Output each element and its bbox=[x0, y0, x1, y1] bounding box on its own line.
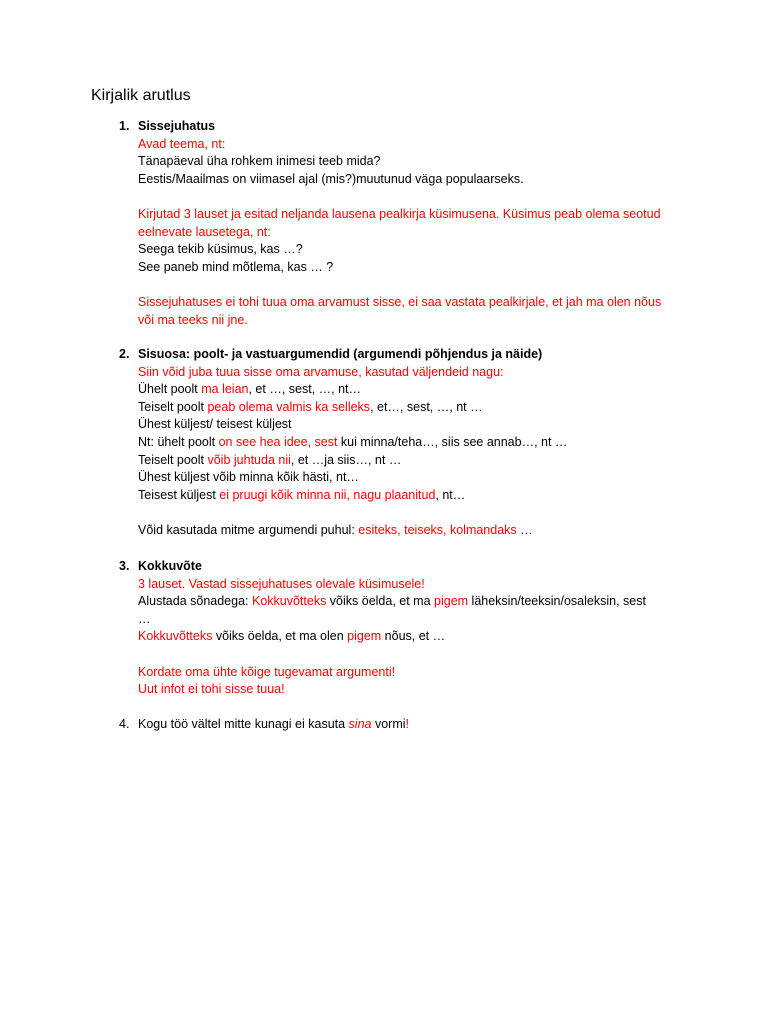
instruction-text: 3 lauset. Vastad sissejuhatuses olevale küsimusele! bbox=[138, 576, 425, 591]
rule-line: Kogu töö vältel mitte kunagi ei kasuta sina vormi! bbox=[138, 717, 409, 731]
section-heading: Kokkuvõte bbox=[138, 559, 202, 573]
phrase-line: Teiselt poolt peab olema valmis ka selleks, et…, sest, …, nt … bbox=[138, 399, 483, 414]
phrase-line: Ühest küljest/ teisest küljest bbox=[138, 417, 292, 432]
phrase-line: Teisest küljest ei pruugi kõik minna nii, nagu plaanitud, nt… bbox=[138, 487, 466, 502]
instruction-text: Kordate oma ühte kõige tugevamat argumenti! bbox=[138, 664, 396, 679]
example-line: See paneb mind mõtlema, kas … ? bbox=[138, 259, 334, 274]
section-number: 2. bbox=[119, 347, 130, 361]
section-number: 3. bbox=[119, 559, 130, 573]
phrase-line: Nt: ühelt poolt on see hea idee, sest kui minna/teha…, siis see annab…, nt … bbox=[138, 434, 568, 449]
instruction-paragraph: Kirjutad 3 lauset ja esitad neljanda lausena pealkirja küsimusena. Küsimus peab olema seotud eelnevate lausetega, nt: bbox=[138, 206, 661, 239]
phrase-line: Võid kasutada mitme argumendi puhul: esiteks, teiseks, kolmandaks … bbox=[138, 522, 533, 537]
phrase-line: Kokkuvõtteks võiks öelda, et ma olen pigem nõus, et … bbox=[138, 629, 446, 644]
section-body bbox=[138, 346, 678, 540]
phrase-line: Teiselt poolt võib juhtuda nii, et …ja siis…, nt … bbox=[138, 452, 402, 467]
example-line: Tänapäeval üha rohkem inimesi teeb mida? bbox=[138, 154, 381, 169]
instruction-text: Siin võid juba tuua sisse oma arvamuse, kasutad väljendeid nagu: bbox=[138, 364, 504, 379]
section-body bbox=[138, 558, 678, 699]
section-number: 4. bbox=[119, 717, 130, 731]
instruction-text: Avad teema, nt: bbox=[138, 136, 226, 151]
instruction-text: Uut infot ei tohi sisse tuua! bbox=[138, 682, 285, 697]
section-heading: Sissejuhatus bbox=[138, 119, 216, 133]
section-body bbox=[138, 118, 678, 329]
phrase-line-continuation: … bbox=[138, 611, 151, 626]
section-heading: Sisuosa: poolt- ja vastuargumendid (argumendi põhjendus ja näide) bbox=[138, 347, 543, 361]
phrase-line: Ühelt poolt ma leian, et …, sest, …, nt… bbox=[138, 382, 362, 397]
section-body bbox=[138, 716, 678, 734]
document-title: Kirjalik arutlus bbox=[91, 87, 191, 104]
phrase-line: Ühest küljest võib minna kõik hästi, nt… bbox=[138, 470, 359, 485]
instruction-paragraph: Sissejuhatuses ei tohi tuua oma arvamust sisse, ei saa vastata pealkirjale, et jah ma olen nõus või ma teeks nii jne. bbox=[138, 294, 662, 327]
example-line: Eestis/Maailmas on viimasel ajal (mis?)muutunud väga populaarseks. bbox=[138, 171, 524, 186]
phrase-line: Alustada sõnadega: Kokkuvõtteks võiks öelda, et ma pigem läheksin/teeksin/osaleksin, sest bbox=[138, 594, 646, 609]
example-line: Seega tekib küsimus, kas …? bbox=[138, 242, 303, 257]
section-number: 1. bbox=[119, 119, 130, 133]
